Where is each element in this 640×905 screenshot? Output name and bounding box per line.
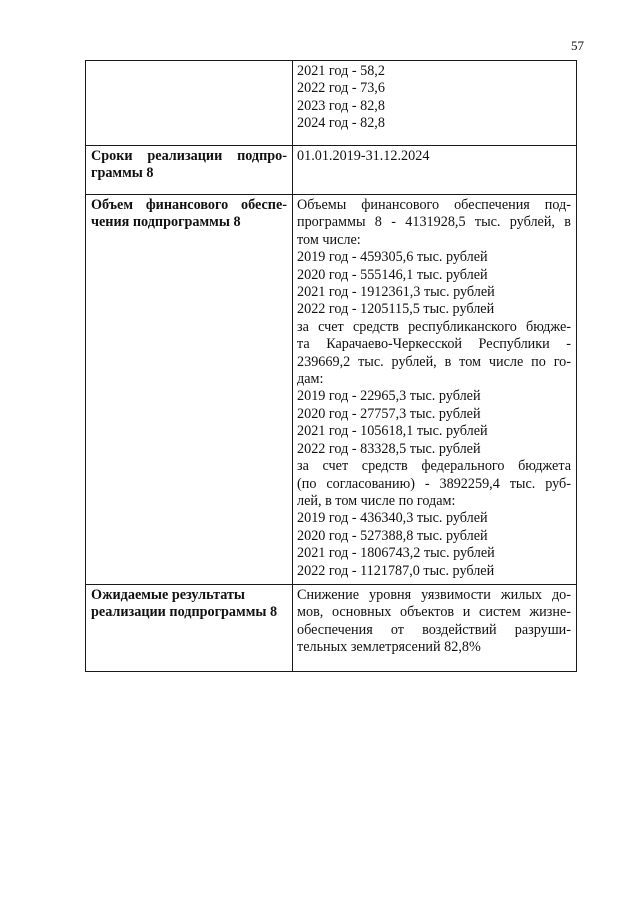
row-label xyxy=(86,61,293,146)
value-line: 2024 год - 82,8 xyxy=(297,115,385,132)
value-line: 2021 год - 1806743,2 тыс. рублей xyxy=(297,545,495,562)
value-line: 2021 год - 105618,1 тыс. рублей xyxy=(297,423,488,440)
value-line: 239669,2 тыс. рублей, в том числе по го- xyxy=(297,353,571,370)
row-value xyxy=(293,584,577,671)
row-value xyxy=(293,146,577,195)
label-line: граммы 8 xyxy=(91,165,154,182)
row-label xyxy=(86,146,293,195)
value-line: 2022 год - 1205115,5 тыс. рублей xyxy=(297,301,495,318)
value-line: Снижение уровня уязвимости жилых до- xyxy=(297,586,571,603)
value-line: 2022 год - 73,6 xyxy=(297,80,385,97)
value-line: (по согласованию) - 3892259,4 тыс. руб- xyxy=(297,475,571,492)
value-line: 2023 год - 82,8 xyxy=(297,97,385,114)
table-row-implementation-period xyxy=(86,146,577,195)
value-line: 2022 год - 83328,5 тыс. рублей xyxy=(297,440,481,457)
label-line: реализации подпрограммы 8 xyxy=(91,604,278,621)
value-line: 2019 год - 436340,3 тыс. рублей xyxy=(297,510,488,527)
value-line: дам: xyxy=(297,371,324,388)
value-line: 2019 год - 22965,3 тыс. рублей xyxy=(297,388,481,405)
value-line: 01.01.2019-31.12.2024 xyxy=(297,148,430,164)
value-line: за счет средств республиканского бюдже- xyxy=(297,318,571,335)
value-line: 2019 год - 459305,6 тыс. рублей xyxy=(297,249,488,266)
row-label xyxy=(86,584,293,671)
value-line: обеспечения от воздействий разруши- xyxy=(297,621,571,638)
page-number: 57 xyxy=(571,38,584,53)
table-row-funding-volume xyxy=(86,195,577,585)
value-line: 2020 год - 555146,1 тыс. рублей xyxy=(297,266,488,283)
value-line: тельных землетрясений 82,8% xyxy=(297,639,481,656)
value-line: программы 8 - 4131928,5 тыс. рублей, в xyxy=(297,214,571,231)
value-line: за счет средств федерального бюджета xyxy=(297,458,571,475)
value-line: 2022 год - 1121787,0 тыс. рублей xyxy=(297,562,495,579)
value-line: 2020 год - 27757,3 тыс. рублей xyxy=(297,405,481,422)
row-value xyxy=(293,61,577,146)
label-line: Объем финансового обеспе- xyxy=(91,197,287,213)
value-line: 2021 год - 58,2 xyxy=(297,63,385,79)
value-line: та Карачаево-Черкесской Республики - xyxy=(297,336,571,353)
value-line: 2020 год - 527388,8 тыс. рублей xyxy=(297,527,488,544)
label-line: Сроки реализации подпро- xyxy=(91,148,287,164)
label-line: чения подпрограммы 8 xyxy=(91,214,241,231)
value-line: Объемы финансового обеспечения под- xyxy=(297,197,571,213)
row-value xyxy=(293,195,577,585)
passport-table xyxy=(85,60,577,672)
value-line: мов, основных объектов и систем жизне- xyxy=(297,604,571,621)
value-line: 2021 год - 1912361,3 тыс. рублей xyxy=(297,284,495,301)
label-line: Ожидаемые результаты xyxy=(91,586,245,603)
row-label xyxy=(86,195,293,585)
value-line: том числе: xyxy=(297,231,361,248)
table-row-expected-results xyxy=(86,584,577,671)
value-line: лей, в том числе по годам: xyxy=(297,492,456,509)
table-row-target-indicator xyxy=(86,61,577,146)
